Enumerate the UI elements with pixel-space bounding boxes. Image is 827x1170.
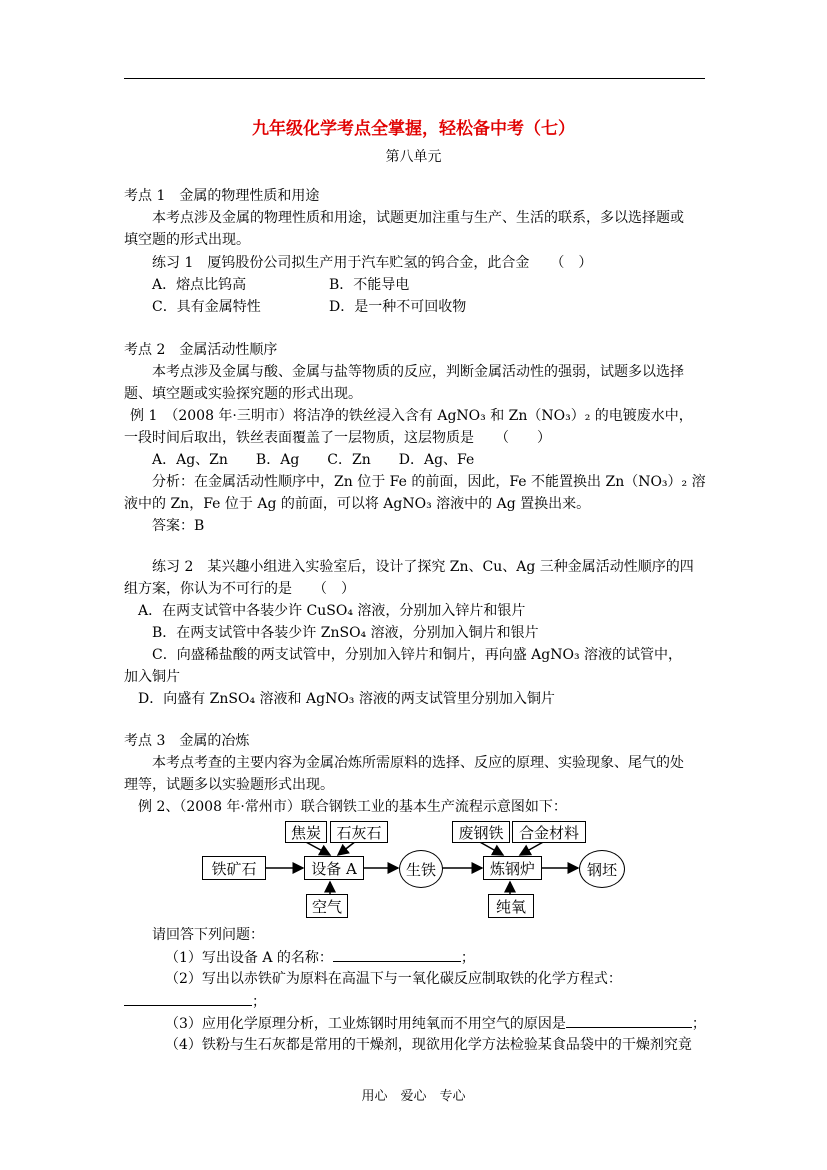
option-d: D．是一种不可回收物 xyxy=(329,299,467,315)
exercise-question: 练习 1 厦钨股份公司拟生产用于汽车贮氢的钨合金，此合金 （ ） xyxy=(152,255,593,271)
node-coke: 焦炭 xyxy=(285,821,327,843)
option-c: C．向盛稀盐酸的两支试管中，分别加入锌片和铜片，再向盛 AgNO₃ 溶液的试管中， xyxy=(152,647,683,663)
node-device-a: 设备 A xyxy=(304,856,364,880)
example-question: 一段时间后取出，铁丝表面覆盖了一层物质，这层物质是 （ ） xyxy=(124,430,551,446)
paragraph-line: 题、填空题或实验探究题的形式出现。 xyxy=(124,386,362,402)
question-3 xyxy=(165,1013,706,1034)
node-furnace: 炼钢炉 xyxy=(483,856,542,880)
node-billet: 钢坯 xyxy=(579,850,625,888)
answer-blank-3[interactable] xyxy=(566,1013,692,1028)
exercise-question: 练习 2 某兴趣小组进入实验室后，设计了探究 Zn、Cu、Ag 三种金属活动性顺序的四 xyxy=(152,559,694,575)
analysis-line: 液中的 Zn，Fe 位于 Ag 的前面，可以将 AgNO₃ 溶液中的 Ag 置换出来。 xyxy=(124,496,591,512)
question-2-answer xyxy=(124,991,266,1012)
option-a: A．熔点比钨高 xyxy=(152,277,247,293)
question-4: （4）铁粉与生石灰都是常用的干燥剂，现欲用化学方法检验某食品袋中的干燥剂究竟 xyxy=(165,1037,692,1053)
option-c: C．具有金属特性 xyxy=(152,299,261,315)
node-alloy: 合金材料 xyxy=(512,821,586,843)
example-question: 例 1 （2008 年·三明市）将洁净的铁丝浸入含有 AgNO₃ 和 Zn（NO₃）₂ 的电镀废水中， xyxy=(130,408,693,424)
node-pig-iron: 生铁 xyxy=(399,850,443,888)
option-d: D．向盛有 ZnSO₄ 溶液和 AgNO₃ 溶液的两支试管里分别加入铜片 xyxy=(138,691,555,707)
page-subtitle: 第八单元 xyxy=(385,149,442,165)
option-b: B．不能导电 xyxy=(329,277,410,293)
option-b: B．在两支试管中各装少许 ZnSO₄ 溶液，分别加入铜片和银片 xyxy=(152,625,539,641)
node-limestone: 石灰石 xyxy=(330,821,388,843)
node-scrap-steel: 废钢铁 xyxy=(452,821,510,843)
question-2: （2）写出以赤铁矿为原料在高温下与一氧化碳反应制取铁的化学方程式： xyxy=(165,971,622,987)
option-a: A．在两支试管中各装少许 CuSO₄ 溶液，分别加入锌片和银片 xyxy=(138,603,526,619)
analysis-line: 分析：在金属活动性顺序中，Zn 位于 Fe 的前面，因此，Fe 不能置换出 Zn（NO₃）₂ 溶 xyxy=(152,474,706,490)
answer-blank-2[interactable] xyxy=(124,991,252,1006)
question-1 xyxy=(165,947,475,968)
node-oxygen: 纯氧 xyxy=(488,894,534,918)
answer-line: 答案：B xyxy=(152,518,205,534)
question-1-text: （1）写出设备 A 的名称： xyxy=(165,950,333,966)
exercise-question: 组方案，你认为不可行的是 （ ） xyxy=(124,581,355,597)
page-footer: 用心 爱心 专心 xyxy=(361,1089,466,1104)
node-iron-ore: 铁矿石 xyxy=(202,856,266,880)
example-question: 例 2、（2008 年·常州市）联合钢铁工业的基本生产流程示意图如下： xyxy=(138,799,567,815)
option-c-cont: 加入铜片 xyxy=(124,669,180,685)
question-1-end: ； xyxy=(460,950,475,966)
paragraph-line: 理等，试题多以实验题形式出现。 xyxy=(124,777,334,793)
section-heading: 考点 3 金属的冶炼 xyxy=(124,733,250,749)
example-options: A．Ag、Zn B．Ag C．Zn D．Ag、Fe xyxy=(152,452,475,468)
paragraph-line: 本考点考查的主要内容为金属冶炼所需原料的选择、反应的原理、实验现象、尾气的处 xyxy=(152,755,684,771)
section-heading: 考点 1 金属的物理性质和用途 xyxy=(124,188,320,204)
question-intro: 请回答下列问题： xyxy=(152,927,264,943)
paragraph-line: 本考点涉及金属与酸、金属与盐等物质的反应，判断金属活动性的强弱，试题多以选择 xyxy=(152,364,684,380)
question-3-text: （3）应用化学原理分析，工业炼钢时用纯氧而不用空气的原因是 xyxy=(165,1016,566,1032)
paragraph-line: 本考点涉及金属的物理性质和用途，试题更加注重与生产、生活的联系，多以选择题或 xyxy=(152,210,684,226)
answer-blank-1[interactable] xyxy=(333,947,461,962)
node-air: 空气 xyxy=(306,894,348,918)
page-title: 九年级化学考点全掌握，轻松备中考（七） xyxy=(252,119,575,139)
question-2-end: ； xyxy=(252,994,266,1010)
section-heading: 考点 2 金属活动性顺序 xyxy=(124,342,278,358)
question-3-end: ； xyxy=(691,1016,706,1032)
paragraph-line: 填空题的形式出现。 xyxy=(124,232,250,248)
